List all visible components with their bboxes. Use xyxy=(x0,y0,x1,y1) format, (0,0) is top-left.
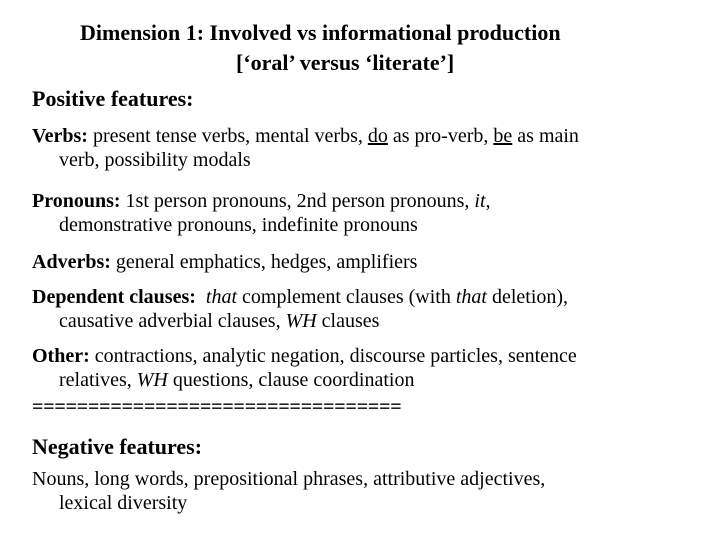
other-item xyxy=(32,344,712,392)
verbs-be: be xyxy=(493,125,513,147)
other-line-2a: relatives, xyxy=(59,369,137,391)
dependent-clauses-item xyxy=(32,285,712,333)
other-line-2 xyxy=(32,368,712,392)
clauses-that-2: that xyxy=(455,286,487,308)
verbs-text-1: present tense verbs, mental verbs, xyxy=(87,125,368,147)
clauses-that-1: that xyxy=(205,286,238,308)
separator-line: ================================= xyxy=(32,396,402,418)
pronouns-text-1: 1st person pronouns, 2nd person pronouns, xyxy=(120,190,475,212)
title-line-2: [‘oral’ versus ‘literate’] xyxy=(236,50,455,75)
clauses-text-1: complement clauses (with xyxy=(237,286,456,308)
pronouns-label: Pronouns: xyxy=(32,190,121,212)
other-line-2b: questions, clause coordination xyxy=(167,369,415,391)
adverbs-label: Adverbs: xyxy=(32,251,111,273)
pronouns-item xyxy=(32,189,712,237)
clauses-line-1 xyxy=(32,285,712,309)
title-line-1: Dimension 1: Involved vs informational production xyxy=(80,20,561,45)
pronouns-it: it xyxy=(474,190,486,212)
clauses-line-2a: causative adverbial clauses, xyxy=(59,310,286,332)
adverbs-text-1: general emphatics, hedges, amplifiers xyxy=(110,251,418,273)
negatives-line-2: lexical diversity xyxy=(59,492,188,514)
verbs-line-1 xyxy=(32,124,712,148)
positive-features-heading: Positive features: xyxy=(32,86,194,111)
other-wh: WH xyxy=(136,369,168,391)
negative-features-item xyxy=(32,467,712,515)
other-label: Other: xyxy=(32,345,90,367)
clauses-label: Dependent clauses: xyxy=(32,286,196,308)
clauses-line-2 xyxy=(32,309,712,333)
clauses-line-2b: clauses xyxy=(316,310,380,332)
verbs-item xyxy=(32,124,712,172)
verbs-text-3: as main xyxy=(512,125,579,147)
verbs-line-2: verb, possibility modals xyxy=(59,149,251,171)
pronouns-line-2: demonstrative pronouns, indefinite pronouns xyxy=(59,214,418,236)
other-text-1: contractions, analytic negation, discourse particles, sentence xyxy=(89,345,577,367)
negative-features-heading: Negative features: xyxy=(32,434,203,459)
clauses-wh: WH xyxy=(285,310,317,332)
negatives-line-1: Nouns, long words, prepositional phrases, attributive adjectives, xyxy=(32,468,546,490)
verbs-text-2: as pro‑verb, xyxy=(387,125,494,147)
clauses-text-2: deletion), xyxy=(486,286,569,308)
other-line-1 xyxy=(32,344,712,368)
adverbs-line-1 xyxy=(32,250,712,274)
adverbs-item xyxy=(32,250,712,274)
verbs-label: Verbs: xyxy=(32,125,88,147)
pronouns-text-2: , xyxy=(485,190,491,212)
pronouns-line-1 xyxy=(32,189,712,213)
verbs-do: do xyxy=(367,125,388,147)
